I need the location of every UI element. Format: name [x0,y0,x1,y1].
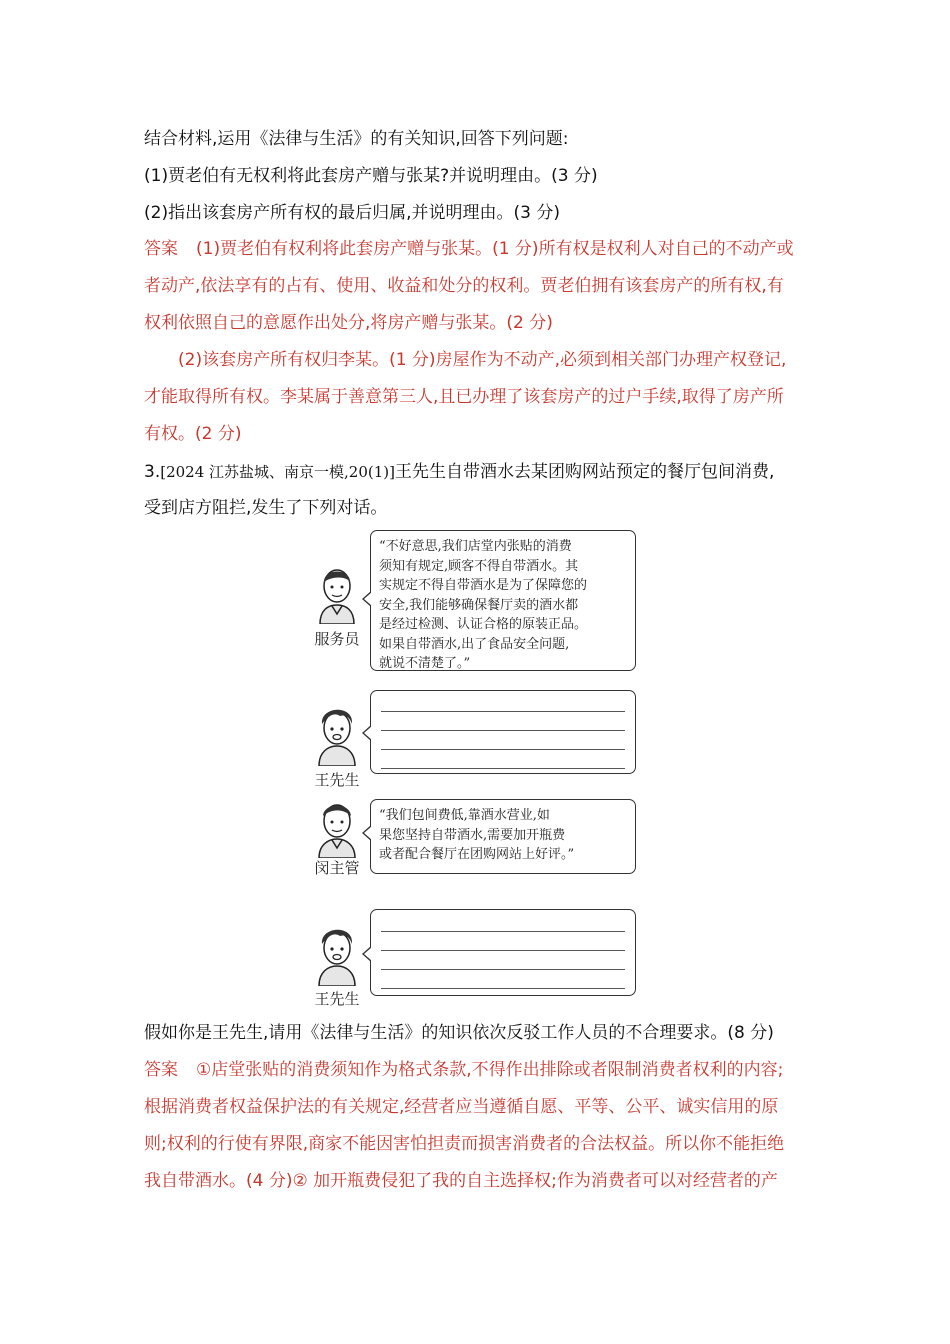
manager-speech-bubble [370,799,636,874]
question-3-line-1 [144,460,824,484]
wang-reply-bubble-2[interactable] [370,909,636,996]
answer-writing-line [381,693,625,712]
manager-avatar-icon [310,796,364,858]
waiter-line: “不好意思,我们店堂内张贴的消费 [379,539,572,554]
question-number: 3. [144,462,161,482]
answer-label: 答案 [144,1060,178,1080]
answer-writing-line [381,970,625,989]
waiter-name: 服务员 [314,630,360,648]
wang-avatar-icon [310,700,364,766]
wang-figure-2 [310,920,364,990]
answer-text: ①店堂张贴的消费须知作为格式条款,不得作出排除或者限制消费者权利的内容; [196,1060,784,1080]
answer-3-line-1 [144,1058,824,1082]
manager-figure [310,796,364,862]
wang-reply-bubble-1[interactable] [370,690,636,774]
answer-writing-line [381,750,625,769]
wang-avatar-icon [310,920,364,986]
wang-name-2: 王先生 [314,990,360,1008]
waiter-speech-bubble [370,530,636,671]
waiter-line: 须知有规定,顾客不得自带酒水。其 [379,558,579,574]
answer-writing-line [381,913,625,932]
manager-name: 闵主管 [314,859,360,877]
wang-name-1: 王先生 [314,771,360,789]
waiter-line: 是经过检测、认证合格的原装正品。 [379,617,588,632]
answer-3-line-3: 则;权利的行使有界限,商家不能因害怕担责而损害消费者的合法权益。所以你不能拒绝 [144,1134,785,1154]
answer-1-line-3: 权利依照自己的意愿作出处分,将房产赠与张某。(2 分) [144,313,553,333]
answer-1-line-5: 才能取得所有权。李某属于善意第三人,且已办理了该套房产的过户手续,取得了房产所 [144,387,784,407]
question-1: (1)贾老伯有无权利将此套房产赠与张某?并说明理由。(3 分) [144,166,598,186]
answer-1-line-4: (2)该套房产所有权归李某。(1 分)房屋作为不动产,必须到相关部门办理产权登记, [178,350,787,370]
answer-writing-line [381,951,625,970]
waiter-line: 就说不清楚了。” [379,656,471,671]
answer-1-line-2: 者动产,依法享有的占有、使用、收益和处分的权利。贾老伯拥有该套房产的所有权,有 [144,276,784,296]
waiter-line: 实规定不得自带酒水是为了保障您的 [379,578,588,593]
answer-label: 答案 [144,239,178,259]
answer-3-line-4: 我自带酒水。(4 分)② 加开瓶费侵犯了我的自主选择权;作为消费者可以对经营者的产 [144,1171,778,1191]
question-3-prompt: 假如你是王先生,请用《法律与生活》的知识依次反驳工作人员的不合理要求。(8 分) [144,1023,774,1043]
intro-text: 结合材料,运用《法律与生活》的有关知识,回答下列问题: [144,129,569,149]
answer-1-line-1 [144,237,824,261]
answer-writing-line [381,932,625,951]
waiter-line: 安全,我们能够确保餐厅卖的酒水都 [379,597,579,613]
waiter-line: 如果自带酒水,出了食品安全问题, [379,636,570,652]
manager-line: 或者配合餐厅在团购网站上好评。” [379,847,575,862]
answer-text: (1)贾老伯有权利将此套房产赠与张某。(1 分)所有权是权利人对自己的不动产或 [196,239,794,259]
answer-writing-line [381,712,625,731]
answer-3-line-2: 根据消费者权益保护法的有关规定,经营者应当遵循自愿、平等、公平、诚实信用的原 [144,1097,779,1117]
waiter-figure [310,560,364,628]
answer-writing-line [381,731,625,750]
question-3-line-2: 受到店方阻拦,发生了下列对话。 [144,498,388,518]
question-source: [2024 江苏盐城、南京一模,20(1)] [160,463,395,481]
waiter-avatar-icon [310,560,364,624]
wang-figure-1 [310,700,364,770]
question-stem: 王先生自带酒水去某团购网站预定的餐厅包间消费, [394,462,775,482]
answer-1-line-6: 有权。(2 分) [144,424,242,444]
manager-line: “我们包间费低,靠酒水营业,如 [379,808,550,823]
manager-line: 果您坚持自带酒水,需要加开瓶费 [379,827,566,843]
question-2: (2)指出该套房产所有权的最后归属,并说明理由。(3 分) [144,203,560,223]
